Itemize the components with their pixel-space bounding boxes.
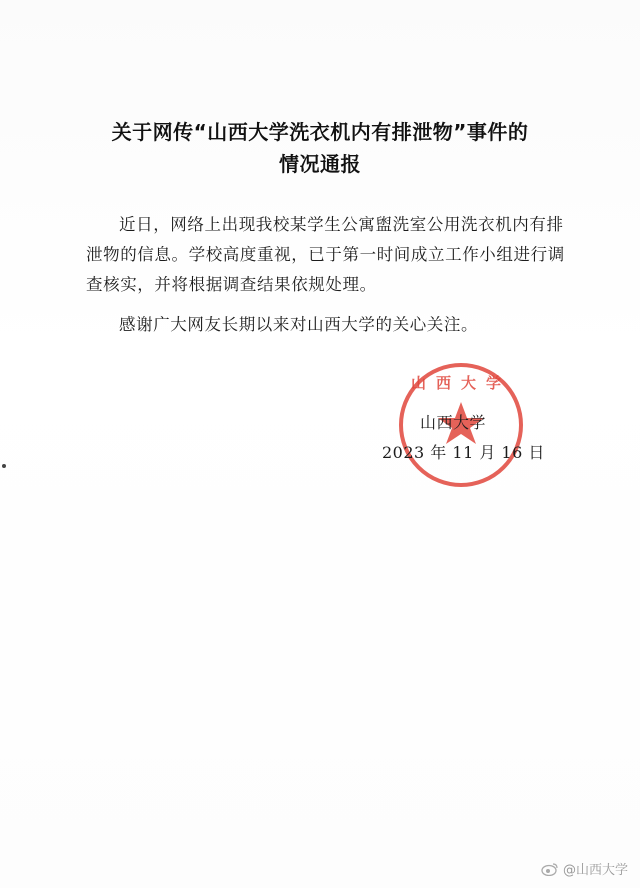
signature-organization: 山西大学 (420, 413, 487, 432)
scan-mark (2, 464, 6, 468)
notice-paragraph-1: 近日，网络上出现我校某学生公寓盥洗室公用洗衣机内有排泄物的信息。学校高度重视，已于第一时间成立工作小组进行调查核实，并将根据调查结果依规处理。 (86, 215, 565, 294)
notice-title-line2: 情况通报 (279, 152, 361, 176)
notice-paragraph-2: 感谢广大网友长期以来对山西大学的关心关注。 (119, 315, 479, 334)
notice-title-line1: 关于网传“山西大学洗衣机内有排泄物”事件的 (111, 120, 529, 144)
watermark-text: @山西大学 (562, 863, 628, 878)
weibo-watermark (541, 859, 628, 878)
signature-date: 2023 年 11 月 16 日 (382, 443, 545, 462)
svg-text:山西大学: 山西大学 (410, 374, 512, 392)
weibo-icon (541, 862, 559, 876)
